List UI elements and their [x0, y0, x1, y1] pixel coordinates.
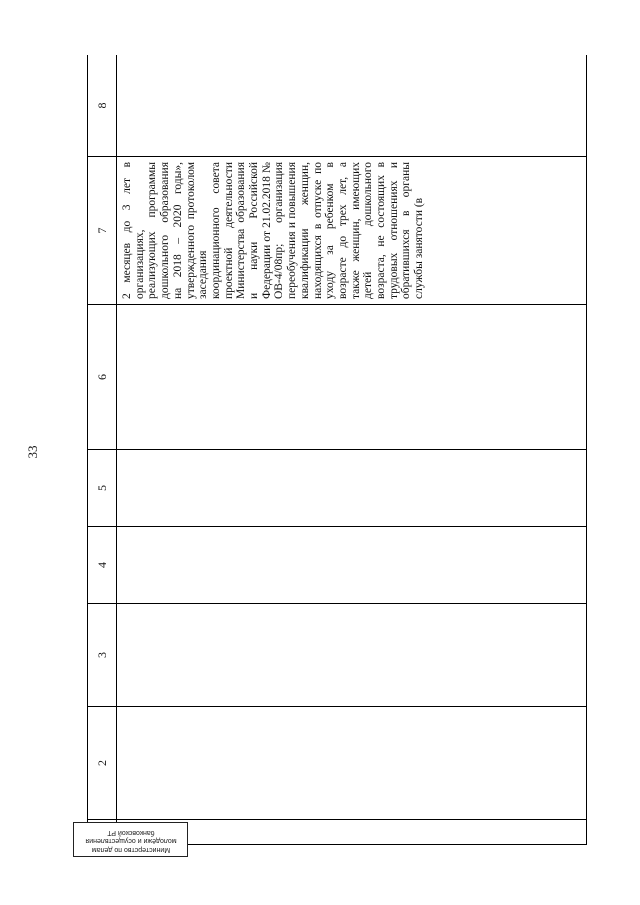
measure-description: 2 месяцев до 3 лет в организациях, реализующих программы дошкольного образования на 2018 – 2020 годы», утвержденного протоколом заседания координационного совета проектной деятельности Министерства образования и науки Российской Федерации от 21.02.2018 № ОВ-4/08пр; организация переобучения и повышения квалификации женщин, находящихся в отпуске по уходу за ребенком в возрасте до трех лет, а также женщин, имеющих детей дошкольного возраста, не состоящих в трудовых отношениях и обратившихся в органы службы занятости (в [121, 162, 426, 299]
table-cell [117, 450, 587, 527]
stamp-text [74, 827, 187, 853]
table-cell [117, 55, 587, 157]
column-header: 6 [88, 305, 117, 450]
stamp-line: Министерство по делам [91, 845, 170, 853]
column-header: 4 [88, 527, 117, 604]
table-header-row [88, 55, 117, 845]
table-cell [117, 604, 587, 707]
column-header: 3 [88, 604, 117, 707]
registration-stamp [73, 822, 188, 857]
table-cell [117, 305, 587, 450]
table-cell [117, 707, 587, 820]
column-header: 8 [88, 55, 117, 157]
stamp-line: банковской РТ [106, 828, 155, 836]
page-number-area [0, 0, 62, 905]
table-cell-text [117, 157, 587, 305]
table-cell [117, 527, 587, 604]
table-row [117, 55, 587, 845]
column-header: 5 [88, 450, 117, 527]
document-table-frame [87, 55, 587, 845]
page-number: 33 [25, 445, 40, 459]
column-header: 2 [88, 707, 117, 820]
stamp-line: молодёжи и осуществления [84, 836, 177, 844]
rotated-table-container [87, 55, 587, 845]
column-header: 7 [88, 157, 117, 305]
document-table [87, 55, 587, 845]
